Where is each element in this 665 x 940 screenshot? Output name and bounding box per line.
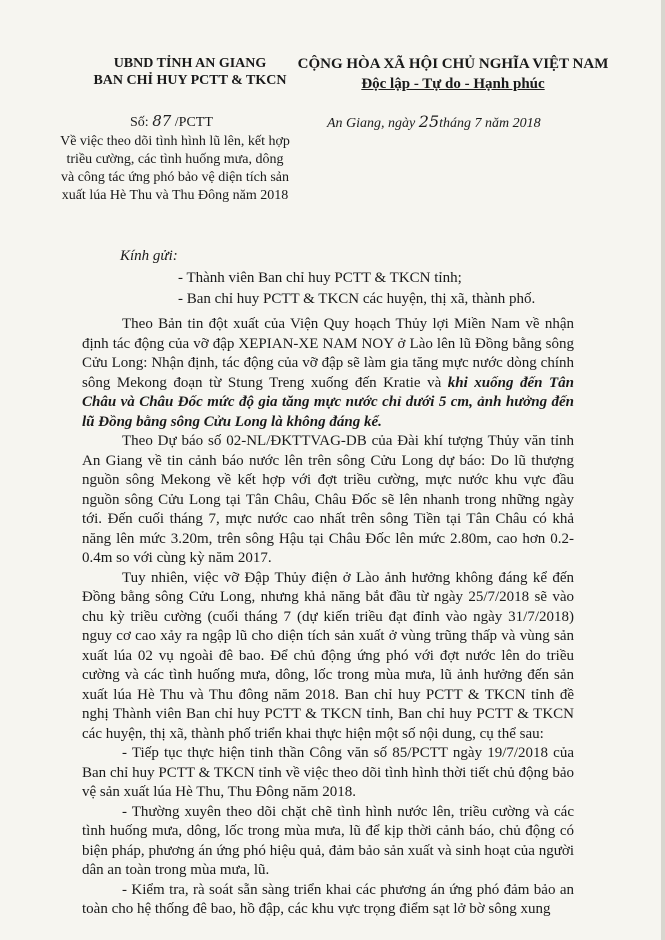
- doc-number-handwritten: 87: [152, 112, 172, 130]
- nation-name: CỘNG HÒA XÃ HỘI CHỦ NGHĨA VIỆT NAM: [297, 56, 609, 72]
- authority-committee: BAN CHỈ HUY PCTT & TKCN: [93, 73, 287, 88]
- date-day-handwritten: 25: [418, 112, 440, 131]
- authority-province: UBND TỈNH AN GIANG: [113, 56, 267, 71]
- paragraph-1: [82, 315, 574, 432]
- directive-item-2: - Thường xuyên theo dõi chặt chẽ tình hình nước lên, triều cường và các tình huống mưa, dông, lốc trong mùa mưa, lũ để kịp thời cảnh báo, chủ động có biện pháp, phương án ứng phó hiệu quả, đảm bảo sản xuất và sinh hoạt của người dân an toàn trong mùa mưa, lũ.: [82, 803, 574, 878]
- recipient-item: - Thành viên Ban chỉ huy PCTT & TKCN tỉnh;: [178, 270, 462, 286]
- doc-number-suffix: /PCTT: [171, 115, 213, 130]
- document-subject: Về việc theo dõi tình hình lũ lên, kết hợp triều cường, các tình huống mưa, dông và công tác ứng phó bảo vệ diện tích sản xuất lúa Hè Thu và Thu Đông năm 2018: [60, 134, 290, 203]
- date-prefix: An Giang, ngày: [327, 116, 419, 131]
- recipient-item: - Ban chỉ huy PCTT & TKCN các huyện, thị xã, thành phố.: [178, 291, 536, 307]
- directive-item-1: - Tiếp tục thực hiện tinh thần Công văn số 85/PCTT ngày 19/7/2018 của Ban chỉ huy PCTT & TKCN tỉnh về việc theo dõi tình hình thời tiết chủ động bảo vệ sản xuất lúa Hè Thu, Thu Đông năm 2018.: [82, 745, 574, 800]
- directive-item-3: - Kiểm tra, rà soát sẵn sàng triển khai các phương án ứng phó đảm bảo an toàn cho hệ thống đê bao, hồ đập, các khu vực trọng điểm sạt lở bờ sông xung: [82, 881, 574, 917]
- paragraph-1-emphasis: khi xuống đến Tân Châu và Châu Đốc mức độ gia tăng mực nước chỉ dưới 5 cm, ảnh hưởng đến lũ Đồng bằng sông Cửu Long là không đáng kể.: [82, 374, 575, 430]
- scan-edge: [661, 0, 665, 940]
- paragraph-1-text: Theo Bản tin đột xuất của Viện Quy hoạch Thủy lợi Miền Nam về nhận định tác động của vỡ đập XEPIAN-XE NAM NOY ở Lào lên lũ Đồng bằng sông Cửu Long: Nhận định, tác động của vỡ đập sẽ làm gia tăng mực nước dòng chính sông Mekong đoạn từ Stung Treng xuống đến Kratie và: [82, 316, 574, 391]
- doc-number-prefix: Số:: [130, 115, 153, 130]
- document-number: [130, 112, 213, 131]
- issuing-authority: [60, 55, 320, 89]
- issue-date: [327, 112, 541, 132]
- document-body: [82, 315, 574, 920]
- date-suffix: tháng 7 năm 2018: [439, 116, 541, 131]
- paragraph-2: Theo Dự báo số 02-NL/ĐKTTVAG-DB của Đài khí tượng Thủy văn tỉnh An Giang về tin cảnh báo nước lên trên sông Cửu Long dự báo: Do lũ thượng nguồn sông Mekong về kết hợp với đợt triều cường, mực nước khu vực đầu nguồn sông Cửu Long tại Tân Châu, Châu Đốc sẽ lên nhanh trong những ngày tới. Đến cuối tháng 7, mực nước cao nhất trên sông Tiền tại Tân Châu có khả năng lên mức 3.20m, trên sông Hậu tại Châu Đốc lên mức 2.80m, cao hơn 0.2-0.4m so với cùng kỳ năm 2017.: [82, 433, 574, 566]
- greeting: Kính gửi:: [120, 248, 178, 264]
- national-motto: Độc lập - Tự do - Hạnh phúc: [361, 76, 545, 92]
- national-heading: [288, 54, 618, 94]
- recipient-list: [178, 268, 535, 310]
- paragraph-3: Tuy nhiên, việc vỡ Đập Thủy điện ở Lào ảnh hưởng không đáng kể đến Đồng bằng sông Cửu Long, nhưng khả năng bắt đầu từ ngày 25/7/2018 sẽ vào chu kỳ triều cường (cuối tháng 7 (dự kiến triều đạt đỉnh vào ngày 31/7/2018) nguy cơ cao xảy ra ngập lũ cho diện tích sản xuất ở vùng trũng thấp và vùng sản xuất lúa 02 vụ ngoài đê bao. Để chủ động ứng phó với đợt nước lên do triều cường và các tình huống mưa, dông, lốc trong mùa mưa, lũ ảnh hưởng đến sản xuất lúa Hè Thu và Thu đông năm 2018. Ban chỉ huy PCTT & TKCN tỉnh đề nghị Thành viên Ban chỉ huy PCTT & TKCN tỉnh, Ban chỉ huy PCTT & TKCN các huyện, thị xã, thành phố triển khai thực hiện một số nội dung, cụ thể sau:: [82, 569, 574, 742]
